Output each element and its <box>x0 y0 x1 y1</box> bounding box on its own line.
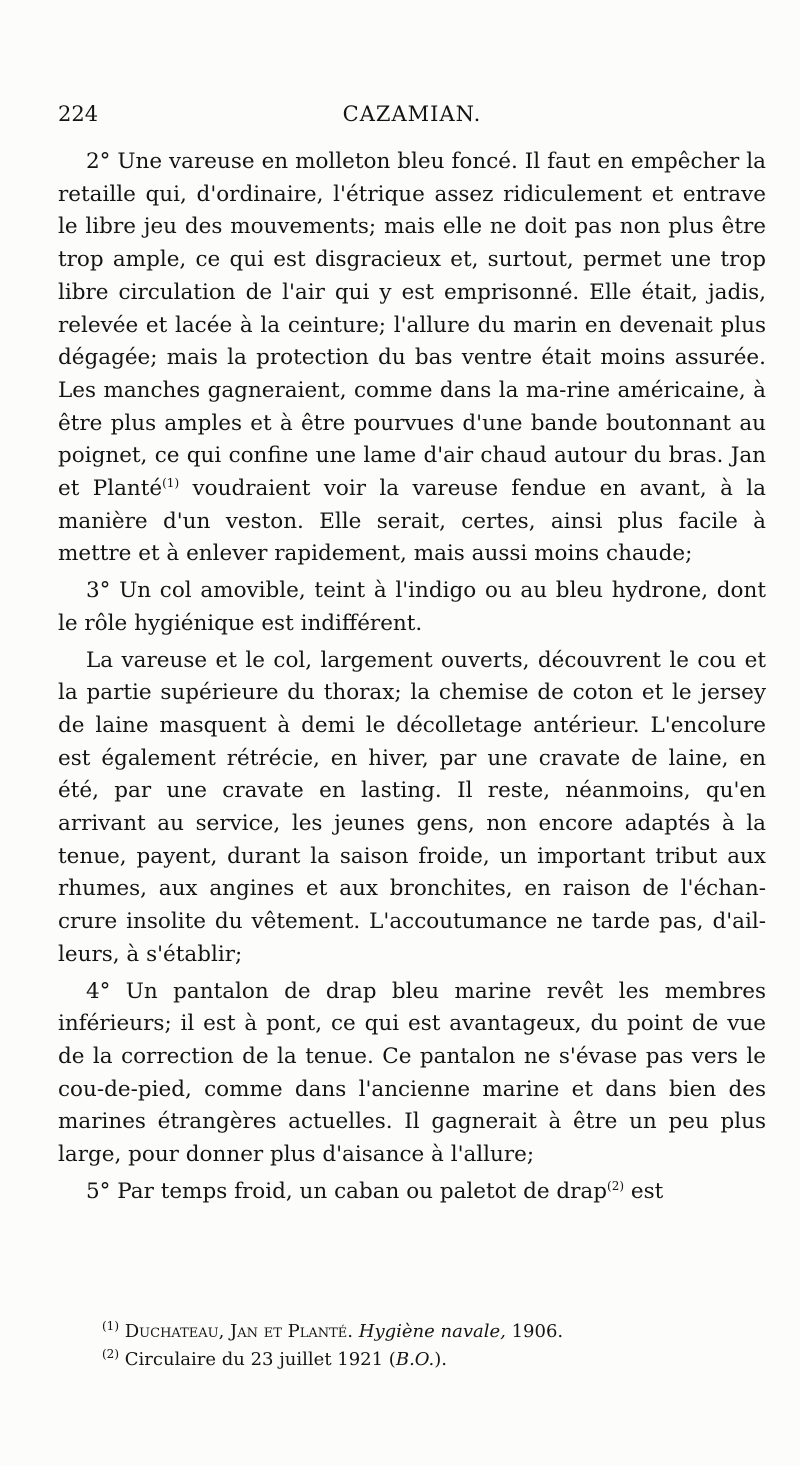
footnote-text: Circulaire du 23 juillet 1921 ( <box>124 1349 396 1370</box>
paragraph-text: 2° Une vareuse en molleton bleu foncé. Il faut en empêcher la retaille qui, d'ordinaire, l'étrique assez ridiculement et entrave le libre jeu des mouvements; mais elle ne doit pas non plus être trop ample, ce qui est disgracieux et, surtout, permet une trop libre circulation de l'air qui y est emprisonné. Elle était, jadis, relevée et lacée à la ceinture; l'allure du marin en devenait plus dégagée; mais la protection du bas ventre était moins assurée. Les manches gagneraient, comme dans la ma-rine américaine, à être plus amples et à être pourvues d'une bande boutonnant au poignet, ce qui confine une lame d'air chaud autour du bras. Jan et Planté <box>58 149 766 502</box>
page-number: 224 <box>58 102 99 126</box>
footnote-marker: (1) <box>102 1319 119 1333</box>
paragraph-vareuse <box>58 146 766 571</box>
footnote-italic: B.O. <box>395 1349 435 1370</box>
footnote-2 <box>102 1346 766 1374</box>
footnote-title: Hygiène navale, <box>358 1321 506 1342</box>
footnote-authors: Duchateau, Jan et Planté. <box>124 1321 354 1342</box>
page-header <box>58 102 766 138</box>
running-head: CAZAMIAN. <box>342 102 482 126</box>
footnote-ref-2[interactable]: (2) <box>607 1178 625 1193</box>
footnote-1 <box>102 1318 766 1346</box>
paragraph-col: 3° Un col amovible, teint à l'indigo ou au bleu hydrone, dont le rôle hygiénique est indifférent. <box>58 578 766 636</box>
footnote-text-end: ). <box>434 1349 447 1370</box>
footnotes <box>102 1318 766 1374</box>
paragraph-pantalon: 4° Un pantalon de drap bleu marine revêt les membres inférieurs; il est à pont, ce qui est avantageux, du point de vue de la correction de la tenue. Ce pantalon ne s'évase pas vers le cou-de-pied, comme dans l'ancienne marine et dans bien des marines étrangères actuelles. Il gagnerait à être un peu plus large, pour donner plus d'aisance à l'allure; <box>58 978 766 1168</box>
paragraph-text: 5° Par temps froid, un caban ou paletot de drap <box>86 1178 608 1204</box>
footnote-ref-1[interactable]: (1) <box>162 475 180 490</box>
footnote-year: 1906. <box>505 1321 564 1342</box>
footnote-marker: (2) <box>102 1347 119 1361</box>
paragraph-caban <box>58 1176 766 1209</box>
paragraph-decolletage: La vareuse et le col, largement ouverts, découvrent le cou et la partie supérieure du thorax; la chemise de coton et le jersey de laine masquent à demi le décolletage antérieur. L'encolure est également rétrécie, en hiver, par une cravate de laine, en été, par une cravate en lasting. Il reste, néanmoins, qu'en arrivant au service, les jeunes gens, non encore adaptés à la tenue, payent, durant la saison froide, un important tribut aux rhumes, aux angines et aux bronchites, en raison de l'échan-crure insolite du vêtement. L'accoutumance ne tarde pas, d'ail-leurs, à s'établir; <box>58 647 766 967</box>
paragraph-text: voudraient voir la vareuse fendue en avant, à la manière d'un veston. Elle serait, certes, ainsi plus facile à mettre et à enlever rapidement, mais aussi moins chaude; <box>58 476 766 567</box>
paragraph-text: est <box>624 1178 664 1204</box>
body-text <box>58 146 766 1209</box>
